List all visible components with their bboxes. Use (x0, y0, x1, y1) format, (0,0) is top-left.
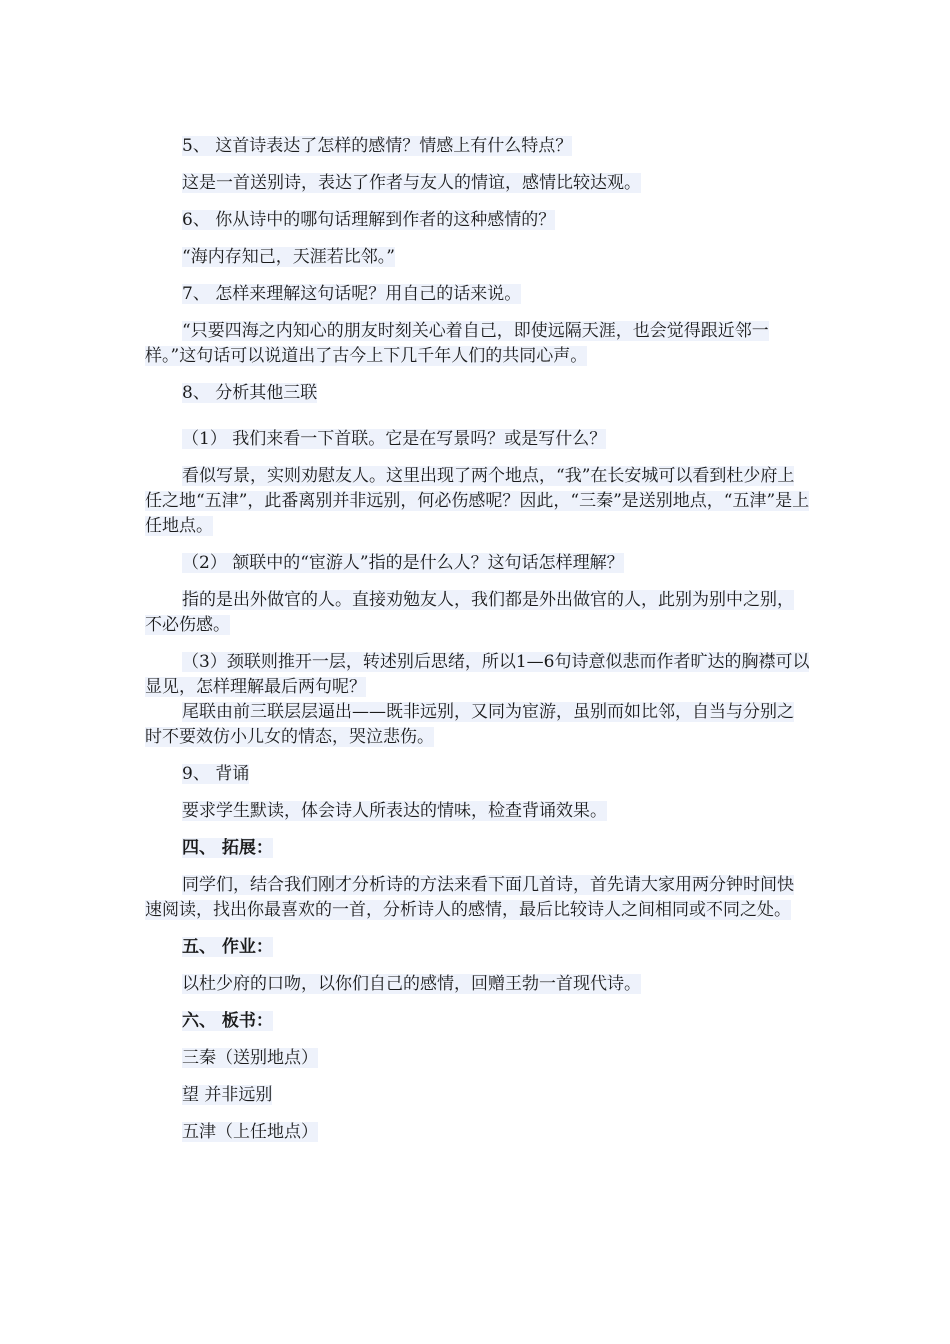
question-7: 7、 怎样来理解这句话呢？用自己的话来说。 (182, 284, 522, 304)
question-5: 5、 这首诗表达了怎样的感情？情感上有什么特点？ (182, 136, 573, 156)
question-8-1: （1） 我们来看一下首联。它是在写景吗？或是写什么？ (182, 429, 607, 449)
document-page (145, 134, 810, 1145)
answer-8-3: 尾联由前三联层层逼出——既非远别，又同为宦游，虽别而如比邻，自当与分别之时不要效仿小儿女的情态，哭泣悲伤。 (145, 702, 794, 747)
answer-8-2: 指的是出外做官的人。直接劝勉友人，我们都是外出做官的人，此别为别中之别，不必伤感。 (145, 590, 794, 635)
answer-7: “只要四海之内知心的朋友时刻关心着自己，即使远隔天涯，也会觉得跟近邻一样。”这句话可以说道出了古今上下几千年人们的共同心声。 (145, 321, 769, 366)
blackboard-line-1: 三秦（送别地点） (182, 1048, 318, 1068)
section-5-heading: 五、 作业： (182, 937, 273, 957)
question-8: 8、 分析其他三联 (182, 383, 318, 403)
section-5-body: 以杜少府的口吻，以你们自己的感情，回赠王勃一首现代诗。 (182, 974, 641, 994)
answer-9: 要求学生默读，体会诗人所表达的情味，检查背诵效果。 (182, 801, 607, 821)
answer-5: 这是一首送别诗，表达了作者与友人的情谊，感情比较达观。 (182, 173, 641, 193)
question-8-3: （3）颈联则推开一层，转述别后思绪，所以1—6句诗意似悲而作者旷达的胸襟可以显见，怎样理解最后两句呢？ (145, 652, 810, 697)
answer-6: “海内存知己，天涯若比邻。” (182, 247, 395, 267)
answer-8-1: 看似写景，实则劝慰友人。这里出现了两个地点，“我”在长安城可以看到杜少府上任之地“五津”，此番离别并非远别，何必伤感呢？因此，“三秦”是送别地点，“五津”是上任地点。 (145, 466, 810, 536)
question-8-2: （2） 颔联中的“宦游人”指的是什么人？这句话怎样理解？ (182, 553, 624, 573)
section-4-body: 同学们，结合我们刚才分析诗的方法来看下面几首诗，首先请大家用两分钟时间快速阅读，找出你最喜欢的一首，分析诗人的感情，最后比较诗人之间相同或不同之处。 (145, 875, 794, 920)
question-6: 6、 你从诗中的哪句话理解到作者的这种感情的？ (182, 210, 556, 230)
question-9: 9、 背诵 (182, 764, 250, 784)
blackboard-line-2: 望 并非远别 (182, 1085, 273, 1105)
blackboard-line-3: 五津（上任地点） (182, 1122, 318, 1142)
section-6-heading: 六、 板书： (182, 1011, 273, 1031)
section-4-heading: 四、 拓展： (182, 838, 273, 858)
